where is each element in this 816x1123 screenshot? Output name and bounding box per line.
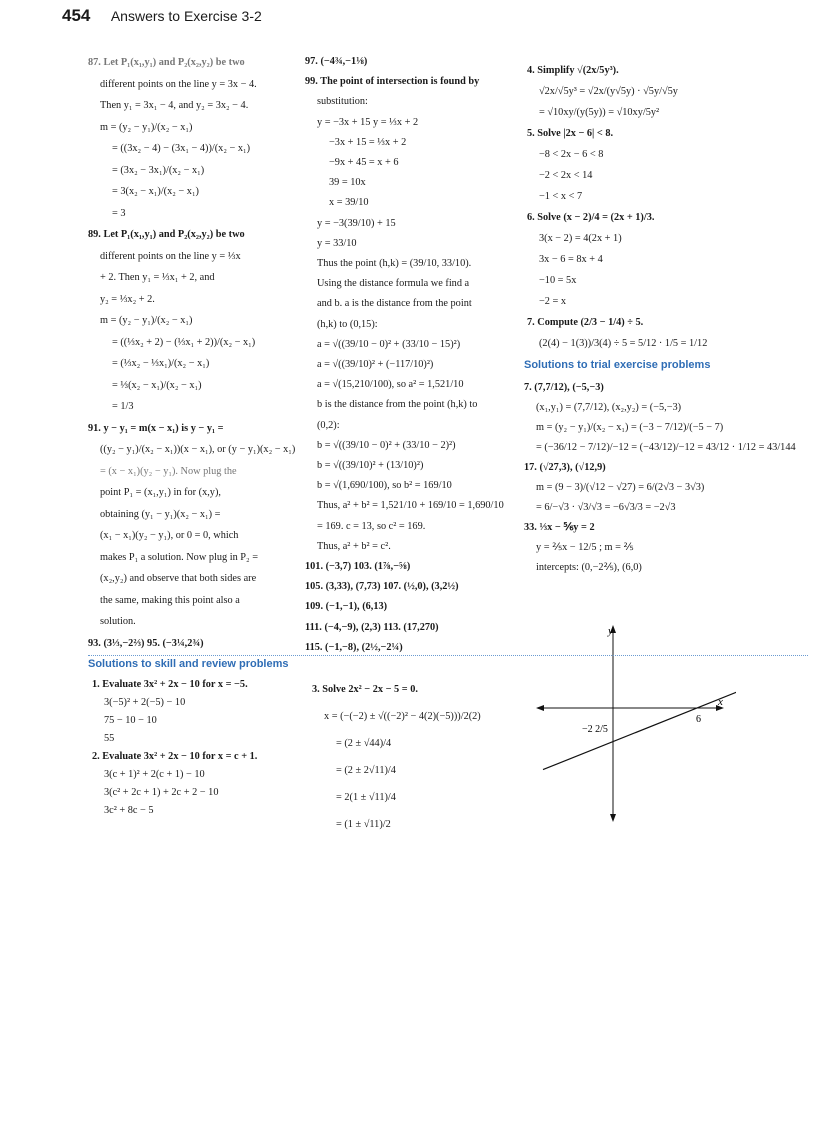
answer-line: 91. y − y₁ = m(x − x₁) is y − y₁ =: [88, 422, 224, 434]
answer-line: solution.: [100, 616, 136, 627]
answer-line: −9x + 45 = x + 6: [329, 157, 399, 169]
answer-line: = √10xy/(y(5y)) = √10xy/5y²: [539, 107, 660, 118]
answer-line: makes P₁ a solution. Now plug in P₂ =: [100, 551, 259, 563]
answer-line: x = 39/10: [329, 197, 369, 209]
answer-line: obtaining (y₁ − y₁)(x₂ − x₁) =: [100, 508, 221, 520]
answer-line: 87. Let P₁(x₁,y₁) and P₂(x₂,y₂) be two: [88, 57, 245, 68]
answer-line: (x₁ − x₁)(y₂ − y₁), or 0 = 0, which: [100, 530, 239, 541]
answer-line: 97. (−4¾,−1⅛): [305, 56, 368, 67]
y-axis-label: y: [608, 625, 613, 637]
answer-line: 3(c + 1)² + 2(c + 1) − 10: [104, 769, 205, 780]
answer-line: 17. (√27,3), (√12,9): [524, 462, 606, 473]
answer-line: (0,2):: [317, 419, 340, 431]
answer-line: = 169. c = 13, so c² = 169.: [317, 520, 426, 532]
x-axis-arrow-left: [536, 705, 544, 711]
answer-line: 101. (−3,7) 103. (1⅞,−⅝): [305, 561, 411, 573]
answer-line: a = √((39/10 − 0)² + (33/10 − 15)²): [317, 338, 461, 350]
answer-line: −10 = 5x: [539, 275, 577, 286]
answer-line: (h,k) to (0,15):: [317, 318, 378, 330]
answer-line: Thus, a² + b² = c².: [317, 540, 391, 552]
answer-line: (x₁,y₁) = (7,7/12), (x₂,y₂) = (−5,−3): [536, 402, 682, 413]
answer-line: and b. a is the distance from the point: [317, 298, 472, 310]
answer-line: 99. The point of intersection is found by: [305, 76, 480, 88]
answer-line: Thus the point (h,k) = (39/10, 33/10).: [317, 258, 472, 270]
answer-line: a = √(15,210/100), so a² = 1,521/10: [317, 379, 464, 391]
answer-line: 1. Evaluate 3x² + 2x − 10 for x = −5.: [92, 679, 248, 690]
answer-line: 7. (7,7/12), (−5,−3): [524, 382, 604, 393]
answer-line: y = 33/10: [317, 237, 357, 249]
page-title: Answers to Exercise 3-2: [110, 8, 262, 24]
page-number: 454: [62, 6, 91, 25]
answer-line: = (2 ± √44)/4: [336, 738, 392, 749]
y-axis-arrow-down: [610, 814, 616, 822]
answer-line: = (1 ± √11)/2: [336, 819, 391, 830]
answer-line: 4. Simplify √(2x/5y³).: [527, 65, 619, 76]
answer-line: different points on the line y = ⅓x: [100, 250, 241, 262]
answer-line: = 3: [112, 207, 126, 219]
x-axis-label: x: [718, 696, 723, 708]
answer-line: m = (y₂ − y₁)/(x₂ − x₁): [100, 315, 193, 326]
answer-line: different points on the line y = 3x − 4.: [100, 78, 257, 90]
answer-line: 3x − 6 = 8x + 4: [539, 254, 603, 265]
answer-line: (x₂,y₂) and observe that both sides are: [100, 573, 257, 584]
answer-line: 3c² + 8c − 5: [104, 805, 154, 816]
answer-line: = (3x₂ − 3x₁)/(x₂ − x₁): [112, 164, 205, 176]
answer-line: = 6/−√3 · √3/√3 = −6√3/3 = −2√3: [536, 502, 676, 513]
y-intercept-label: −2 2/5: [582, 724, 608, 735]
answer-line: 75 − 10 − 10: [104, 715, 157, 726]
answer-line: y = ⅖x − 12/5 ; m = ⅖: [536, 542, 634, 553]
answer-line: Using the distance formula we find a: [317, 278, 470, 290]
answer-line: intercepts: (0,−2⅖), (6,0): [536, 562, 642, 573]
answer-line: y = −3x + 15 y = ⅓x + 2: [317, 116, 419, 128]
answer-line: 89. Let P₁(x₁,y₁) and P₂(x₂,y₂) be two: [88, 229, 245, 240]
answer-line: substitution:: [317, 96, 368, 108]
answer-line: 55: [104, 733, 115, 744]
answer-line: = (−36/12 − 7/12)/−12 = (−43/12)/−12 = 43/12 · 1/12 = 43/144: [536, 442, 796, 453]
answer-line: a = √((39/10)² + (−117/10)²): [317, 359, 434, 371]
answer-line: 6. Solve (x − 2)/4 = (2x + 1)/3.: [527, 212, 655, 223]
answer-line: 33. ⅓x − ⅚y = 2: [524, 522, 595, 533]
answer-line: b = √((39/10 − 0)² + (33/10 − 2)²): [317, 439, 456, 451]
answer-line: = 3(x₂ − x₁)/(x₂ − x₁): [112, 186, 199, 197]
answer-line: y₂ = ⅓x₂ + 2.: [100, 293, 155, 305]
answer-line: = ((⅓x₂ + 2) − (⅓x₁ + 2))/(x₂ − x₁): [112, 336, 256, 348]
answer-line: −1 < x < 7: [539, 191, 583, 202]
answer-line: = 1/3: [112, 401, 134, 412]
answer-line: m = (9 − 3)/(√12 − √27) = 6/(2√3 − 3√3): [536, 482, 705, 493]
answer-line: 7. Compute (2/3 − 1/4) ÷ 5.: [527, 317, 644, 328]
answer-line: 111. (−4,−9), (2,3) 113. (17,270): [305, 621, 439, 633]
answer-line: = (⅓x₂ − ⅓x₁)/(x₂ − x₁): [112, 358, 210, 369]
x-intercept-label: 6: [696, 714, 701, 725]
section-heading-skill: Solutions to skill and review problems: [88, 658, 289, 670]
page-header: [62, 6, 262, 26]
answer-line: m = (y₂ − y₁)/(x₂ − x₁) = (−3 − 7/12)/(−5 − 7): [536, 422, 724, 433]
answer-line: 105. (3,33), (7,73) 107. (½,0), (3,2½): [305, 581, 459, 593]
answer-line: 3. Solve 2x² − 2x − 5 = 0.: [312, 684, 418, 695]
answer-line: 93. (3⅓,−2⅔) 95. (−3¼,2¾): [88, 637, 204, 649]
skill-column-2: [312, 676, 522, 838]
answer-line: −2 = x: [539, 296, 567, 307]
answer-line: = ((3x₂ − 4) − (3x₁ − 4))/(x₂ − x₁): [112, 143, 251, 154]
graph-line: [543, 691, 736, 769]
answer-line: 3(−5)² + 2(−5) − 10: [104, 697, 186, 708]
answers-column-3: [527, 60, 762, 354]
skill-column-1: [92, 676, 302, 820]
answer-line: = ⅓(x₂ − x₁)/(x₂ − x₁): [112, 379, 202, 391]
answer-line: b = √((39/10)² + (13/10)²): [317, 460, 424, 472]
answer-line: = 2(1 ± √11)/4: [336, 792, 396, 803]
line-graph: [536, 622, 736, 822]
answer-line: (2(4) − 1(3))/3(4) ÷ 5 = 5/12 · 1/5 = 1/12: [539, 338, 708, 349]
answer-line: 109. (−1,−1), (6,13): [305, 601, 388, 613]
answer-line: 39 = 10x: [329, 177, 366, 189]
answer-line: m = (y₂ − y₁)/(x₂ − x₁): [100, 121, 193, 133]
answer-line: the same, making this point also a: [100, 594, 240, 606]
answer-line: 5. Solve |2x − 6| < 8.: [527, 128, 614, 139]
answer-line: −8 < 2x − 6 < 8: [539, 149, 604, 160]
answer-line: ((y₂ − y₁)/(x₂ − x₁))(x − x₁), or (y − y₁)(x₂ − x₁): [100, 444, 296, 455]
answer-line: √2x/√5y³ = √2x/(y√5y) · √5y/√5y: [539, 86, 678, 97]
answer-line: = (2 ± 2√11)/4: [336, 765, 396, 776]
answer-line: b = √(1,690/100), so b² = 169/10: [317, 480, 452, 492]
answer-line: −3x + 15 = ⅓x + 2: [329, 136, 407, 148]
section-heading-trial: Solutions to trial exercise problems: [524, 359, 711, 371]
answer-line: x = (−(−2) ± √((−2)² − 4(2)(−5)))/2(2): [324, 711, 481, 722]
answer-line: b is the distance from the point (h,k) to: [317, 399, 478, 411]
answer-line: Then y₁ = 3x₁ − 4, and y₂ = 3x₂ − 4.: [100, 100, 249, 111]
answer-line: 3(x − 2) = 4(2x + 1): [539, 233, 622, 244]
answer-line: + 2. Then y₁ = ⅓x₁ + 2, and: [100, 272, 215, 283]
answer-line: = (x − x₁)(y₂ − y₁). Now plug the: [100, 465, 237, 477]
section-divider: [88, 655, 808, 656]
trial-solutions-column: [524, 378, 796, 578]
answer-line: 2. Evaluate 3x² + 2x − 10 for x = c + 1.: [92, 751, 258, 762]
answer-line: Thus, a² + b² = 1,521/10 + 169/10 = 1,690/10: [317, 500, 504, 512]
answers-column-1: [88, 52, 300, 654]
answer-line: 115. (−1,−8), (2½,−2¼): [305, 641, 403, 653]
answer-line: point P₁ = (x₁,y₁) in for (x,y),: [100, 487, 221, 498]
answers-column-2: [305, 52, 517, 658]
answer-line: 3(c² + 2c + 1) + 2c + 2 − 10: [104, 787, 219, 798]
answer-line: −2 < 2x < 14: [539, 170, 593, 181]
answer-line: y = −3(39/10) + 15: [317, 217, 396, 229]
